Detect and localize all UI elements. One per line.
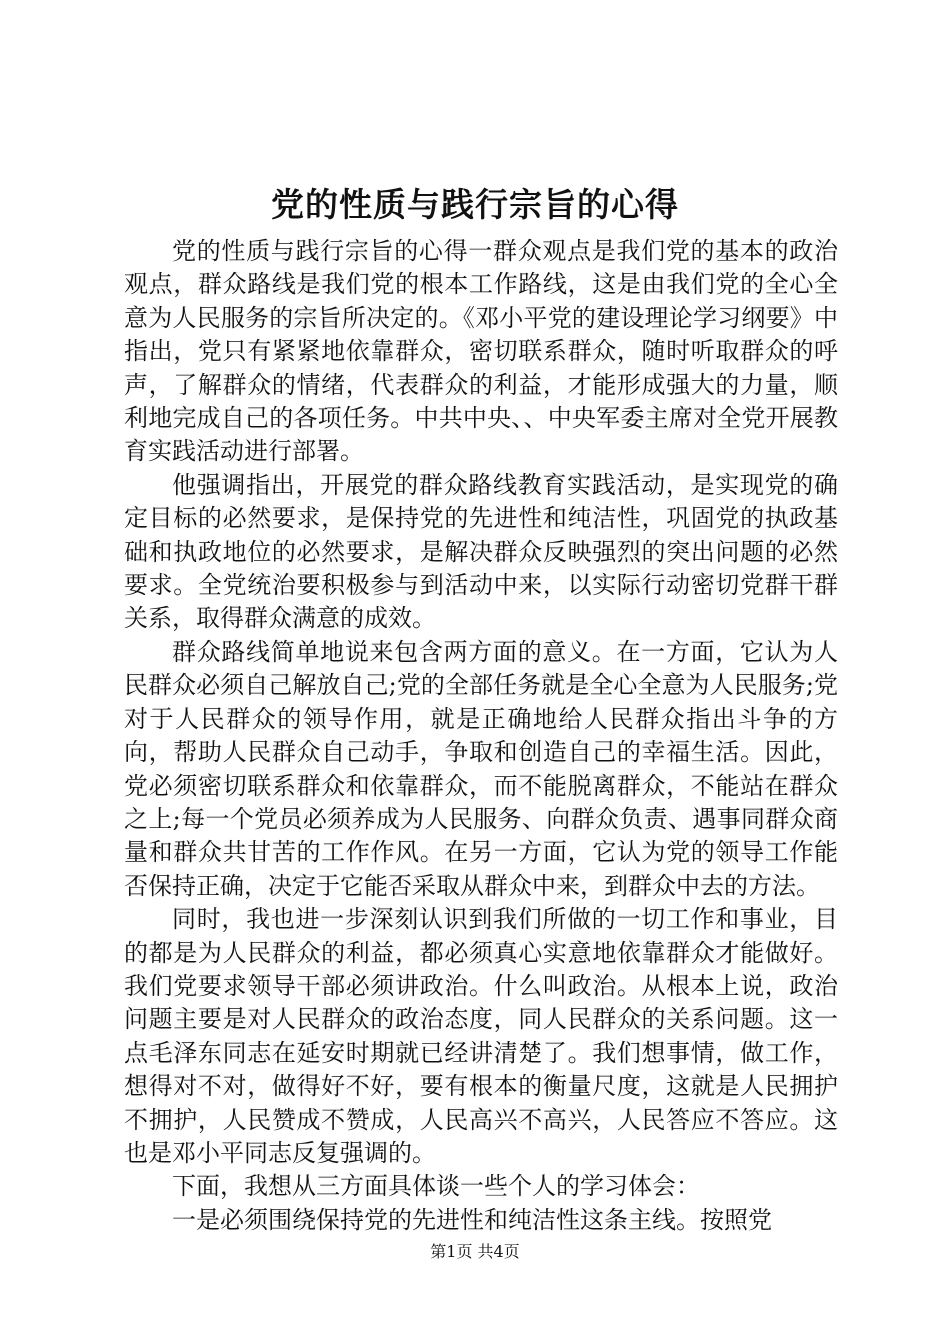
document-title: 党的性质与践行宗旨的心得 — [271, 185, 679, 224]
document-body — [124, 235, 838, 1237]
paragraph: 党的性质与践行宗旨的心得一群众观点是我们党的基本的政治观点，群众路线是我们党的根本工作路线，这是由我们党的全心全意为人民服务的宗旨所决定的。《邓小平党的建设理论学习纲要》中指出，党只有紧紧地依靠群众，密切联系群众，随时听取群众的呼声，了解群众的情绪，代表群众的利益，才能形成强大的力量，顺利地完成自己的各项任务。中共中央、、中央军委主席对全党开展教育实践活动进行部署。 — [124, 237, 838, 466]
page-number-footer: 第1页 共4页 — [430, 1242, 520, 1261]
paragraph: 他强调指出，开展党的群众路线教育实践活动，是实现党的确定目标的必然要求，是保持党的先进性和纯洁性，巩固党的执政基础和执政地位的必然要求，是解决群众反映强烈的突出问题的必然要求。全党统治要积极参与到活动中来，以实际行动密切党群干群关系，取得群众满意的成效。 — [124, 470, 838, 633]
paragraph: 群众路线简单地说来包含两方面的意义。在一方面，它认为人民群众必须自己解放自己;党的全部任务就是全心全意为人民服务;党对于人民群众的领导作用，就是正确地给人民群众指出斗争的方向，帮助人民群众自己动手，争取和创造自己的幸福生活。因此，党必须密切联系群众和依靠群众，而不能脱离群众，不能站在群众之上;每一个党员必须养成为人民服务、向群众负责、遇事同群众商量和群众共甘苦的工作作风。在另一方面，它认为党的领导工作能否保持正确，决定于它能否采取从群众中来，到群众中去的方法。 — [124, 637, 838, 900]
paragraph: 同时，我也进一步深刻认识到我们所做的一切工作和事业，目的都是为人民群众的利益，都必须真心实意地依靠群众才能做好。我们党要求领导干部必须讲政治。什么叫政治。从根本上说，政治问题主要是对人民群众的政治态度，同人民群众的关系问题。这一点毛泽东同志在延安时期就已经讲清楚了。我们想事情，做工作，想得对不对，做得好不好，要有根本的衡量尺度，这就是人民拥护不拥护，人民赞成不赞成，人民高兴不高兴，人民答应不答应。这也是邓小平同志反复强调的。 — [124, 905, 838, 1167]
paragraph: 下面，我想从三方面具体谈一些个人的学习体会： — [172, 1172, 700, 1201]
paragraph: 一是必须围绕保持党的先进性和纯洁性这条主线。按照党 — [172, 1205, 772, 1234]
